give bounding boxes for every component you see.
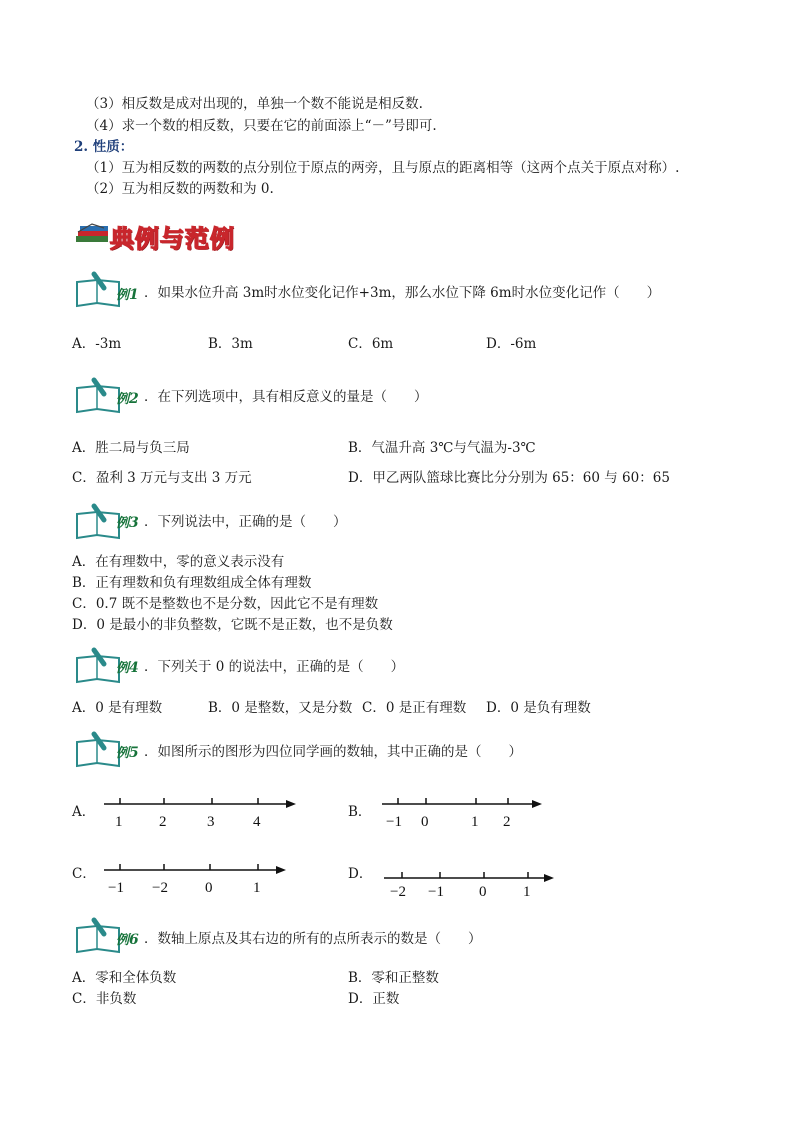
number-line-a <box>100 792 300 838</box>
example-6-option-b: B．零和正整数 <box>348 970 439 986</box>
tick-label: −2 <box>390 884 406 900</box>
example-5-question: ．如图所示的图形为四位同学画的数轴，其中正确的是（ ） <box>144 744 522 760</box>
example-5-option-c: C． <box>72 866 96 882</box>
example-2-label: 例2 <box>116 391 139 407</box>
example-1-option-a: A．-3m <box>72 336 122 352</box>
example-3-option-c: C．0.7 既不是整数也不是分数，因此它不是有理数 <box>72 596 379 612</box>
example-6-option-c: C．非负数 <box>72 991 137 1007</box>
tick-label: 2 <box>503 814 511 830</box>
example-book-pencil-icon <box>74 502 122 540</box>
property-1: （1）互为相反数的两数的点分别位于原点的两旁，且与原点的距离相等（这两个点关于原点对称）. <box>86 160 680 176</box>
example-3-option-b: B．正有理数和负有理数组成全体有理数 <box>72 575 312 591</box>
example-book-pencil-icon <box>74 730 122 768</box>
tick-label: −1 <box>428 884 444 900</box>
example-2-option-c: C．盈利 3 万元与支出 3 万元 <box>72 470 252 486</box>
note-4: （4）求一个数的相反数，只要在它的前面添上“－”号即可. <box>86 118 437 134</box>
example-6-label: 例6 <box>116 932 139 948</box>
note-3: （3）相反数是成对出现的，单独一个数不能说是相反数. <box>86 96 423 112</box>
books-icon <box>74 222 112 244</box>
number-line-d <box>380 858 560 904</box>
tick-label: 0 <box>421 814 429 830</box>
example-3-option-d: D．0 是最小的非负整数，它既不是正数，也不是负数 <box>72 617 393 633</box>
tick-label: 0 <box>479 884 487 900</box>
example-6-option-a: A．零和全体负数 <box>72 970 177 986</box>
example-2-option-a: A．胜二局与负三局 <box>72 440 190 456</box>
example-book-pencil-icon <box>74 376 122 414</box>
example-5-option-d: D． <box>348 866 373 882</box>
tick-label: 2 <box>159 814 167 830</box>
property-2: （2）互为相反数的两数和为 0. <box>86 181 274 197</box>
tick-label: 1 <box>471 814 479 830</box>
example-6-question: ．数轴上原点及其右边的所有的点所表示的数是（ ） <box>144 931 482 947</box>
tick-label: 1 <box>253 880 261 896</box>
example-4-option-d: D．0 是负有理数 <box>486 700 591 716</box>
example-5-option-a: A． <box>72 804 96 820</box>
tick-label: −1 <box>108 880 124 896</box>
example-3-label: 例3 <box>116 515 139 531</box>
example-2-option-d: D．甲乙两队篮球比赛比分分别为 65：60 与 60：65 <box>348 470 670 486</box>
example-1-option-d: D．-6m <box>486 336 537 352</box>
example-book-pencil-icon <box>74 916 122 954</box>
example-4-option-c: C．0 是正有理数 <box>362 700 467 716</box>
number-line-b <box>378 792 548 838</box>
example-5-label: 例5 <box>116 745 139 761</box>
example-1-question: ．如果水位升高 3m时水位变化记作+3m，那么水位下降 6m时水位变化记作（ ） <box>144 285 661 301</box>
tick-label: −2 <box>152 880 168 896</box>
example-book-pencil-icon <box>74 646 122 684</box>
example-4-option-b: B．0 是整数，又是分数 <box>208 700 353 716</box>
example-2-question: ．在下列选项中，具有相反意义的量是（ ） <box>144 389 428 405</box>
tick-label: 1 <box>523 884 531 900</box>
property-title: 2. 性质： <box>74 139 134 155</box>
tick-label: 0 <box>205 880 213 896</box>
example-3-option-a: A．在有理数中，零的意义表示没有 <box>72 554 285 570</box>
example-1-label: 例1 <box>116 287 139 303</box>
example-6-option-d: D．正数 <box>348 991 400 1007</box>
tick-label: 4 <box>253 814 261 830</box>
example-4-option-a: A．0 是有理数 <box>72 700 163 716</box>
example-1-option-c: C．6m <box>348 336 394 352</box>
example-4-label: 例4 <box>116 660 139 676</box>
section-title: 典例与范例 <box>110 224 235 253</box>
example-3-question: ．下列说法中，正确的是（ ） <box>144 514 347 530</box>
example-book-pencil-icon <box>74 270 122 308</box>
example-4-question: ．下列关于 0 的说法中，正确的是（ ） <box>144 659 405 675</box>
number-line-c <box>100 856 300 902</box>
tick-label: 3 <box>207 814 215 830</box>
tick-label: 1 <box>115 814 123 830</box>
tick-label: −1 <box>386 814 402 830</box>
example-2-option-b: B．气温升高 3℃与气温为-3℃ <box>348 440 536 456</box>
example-5-option-b: B． <box>348 804 372 820</box>
example-1-option-b: B．3m <box>208 336 253 352</box>
